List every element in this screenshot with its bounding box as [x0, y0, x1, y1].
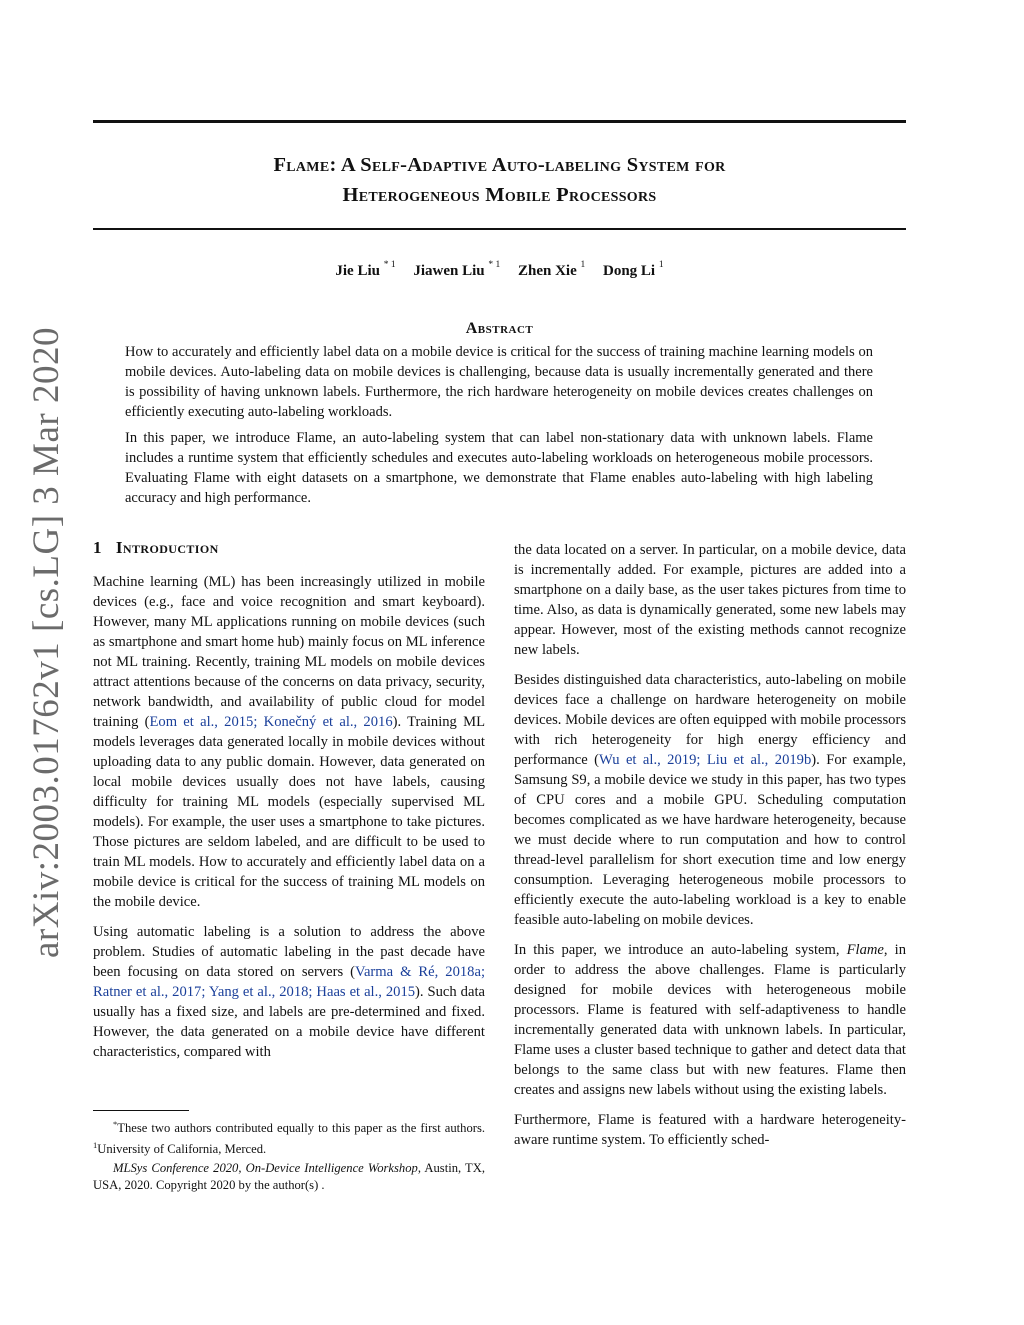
author-list	[93, 262, 906, 280]
intro-paragraph-4	[514, 670, 906, 930]
abstract-paragraph-2: In this paper, we introduce Flame, an auto-labeling system that can label non-stationary data with unknown labels. Flame includes a runtime system that efficiently schedules and executes auto-labeling workloads on heterogeneous mobile processors. Evaluating Flame with eight datasets on a smartphone, we demonstrate that Flame enables auto-labeling with high labeling accuracy and high performance.	[125, 430, 873, 506]
author-affiliation-mark: 1	[658, 260, 664, 270]
abstract-heading: Abstract	[465, 320, 534, 337]
footnote-text: These two authors contributed equally to this paper as the first authors.	[117, 1121, 485, 1136]
right-column	[514, 540, 906, 1160]
text-run: Using automatic labeling is a solution to address the above problem. Studies of automatic labeling in the past decade have been focusing on data stored on servers (	[93, 924, 485, 980]
citation-link[interactable]: Wu et al., 2019; Liu et al., 2019b	[599, 752, 812, 768]
venue-details: , Austin, TX, USA, 2020. Copyright 2020 by the author(s) .	[93, 1161, 485, 1193]
author	[335, 260, 396, 279]
arxiv-identifier: arXiv:2003.01762v1 [cs.LG] 3 Mar 2020	[26, 327, 67, 958]
author-name: Dong Li	[603, 263, 656, 279]
text-run: ). Training ML models leverages data generated locally in mobile devices without uploading data to any public domain. However, data generated on local mobile devices usually does not have labels, causing difficulty for training ML models (especially supervised ML models). For example, the user uses a smartphone to take pictures. Those pictures are seldom labeled, and are difficult to be used to train ML models. How to accurately and efficiently label data on a mobile device is critical for the success of training ML models on the mobile device.	[93, 714, 485, 910]
author-affiliation-mark: * 1	[488, 260, 501, 270]
abstract-body	[125, 342, 873, 514]
venue-name: MLSys Conference 2020, On-Device Intelligence Workshop	[113, 1161, 418, 1176]
footnote-authors	[93, 1116, 485, 1158]
text-run: Machine learning (ML) has been increasingly utilized in mobile devices (e.g., face and voice recognition and smart keyboard). However, many ML applications running on mobile devices (such as smartphone and smart home hub) mainly focus on ML inference not ML training. Recently, training ML models on mobile devices attract attentions because of the concerns on data privacy, security, network bandwidth, and availability of public cloud for model training (	[93, 574, 485, 730]
intro-paragraph-2	[93, 922, 485, 1062]
footnote	[93, 1116, 485, 1196]
title-line-2: Heterogeneous Mobile Processors	[342, 184, 657, 206]
citation-link[interactable]: Eom et al., 2015; Konečný et al., 2016	[149, 714, 393, 730]
author	[517, 260, 586, 279]
footnote-mark: 1	[93, 1140, 98, 1151]
author-affiliation-mark: 1	[580, 260, 586, 270]
title-top-rule	[93, 120, 906, 123]
footnote-affiliation: University of California, Merced.	[97, 1142, 267, 1157]
text-run: , in order to address the above challenges. Flame is particularly designed for mobile devices with heterogeneous mobile processors. Flame is featured with self-adaptiveness to handle incrementally generated data with unknown labels. In particular, Flame uses a cluster based technique to gather and detect data that belongs to the same class but with new features. Flame then creates and assigns new labels without using the existing labels.	[514, 942, 906, 1098]
text-run: ). Such data usually has a fixed size, and labels are pre-determined and fixed. However, the data generated on a mobile device have different characteristics, compared with	[93, 984, 485, 1060]
title-line-1: Flame: A Self-Adaptive Auto-labeling System for	[273, 154, 726, 176]
section-heading-introduction	[93, 538, 219, 558]
title-bottom-rule	[93, 228, 906, 230]
author-name: Zhen Xie	[517, 263, 577, 279]
paper-title	[93, 150, 906, 210]
system-name-emphasis: Flame	[846, 942, 884, 958]
author	[603, 260, 664, 279]
author-affiliation-mark: * 1	[383, 260, 396, 270]
citation-link[interactable]: Varma & Ré, 2018a; Ratner et al., 2017; Yang et al., 2018; Haas et al., 2015	[93, 964, 485, 1000]
abstract-paragraph-1: How to accurately and efficiently label data on a mobile device is critical for the success of training machine learning models on mobile devices. Auto-labeling data on mobile devices is challenging, because data is usually incrementally generated and there is possibility of having unknown labels. Furthermore, the rich hardware heterogeneity on mobile devices creates challenges on efficiently executing auto-labeling workloads.	[125, 344, 873, 420]
footnote-rule	[93, 1110, 189, 1111]
footnote-venue	[93, 1160, 485, 1194]
author-name: Jie Liu	[335, 263, 380, 279]
footnote-mark: *	[113, 1119, 118, 1129]
text-run: ). For example, Samsung S9, a mobile device we study in this paper, has two types of CPU cores and a mobile GPU. Scheduling computation becomes complicated as we have hardware heterogeneity, because we must decide where to run computation and how to control thread-level parallelism for short execution time and low energy consumption. Leveraging heterogeneous mobile processors to efficiently execute the auto-labeling workload is a key to enable feasible auto-labeling on mobile devices.	[514, 752, 906, 928]
intro-paragraph-5	[514, 940, 906, 1100]
text-run: In this paper, we introduce an auto-labeling system,	[514, 942, 847, 958]
author	[413, 260, 501, 279]
section-title: Introduction	[115, 538, 219, 557]
text-run: Besides distinguished data characteristics, auto-labeling on mobile devices face a challenge on hardware heterogeneity on mobile devices. Mobile devices are often equipped with mobile processors with rich heterogeneity for high energy efficiency and performance (	[514, 672, 906, 768]
section-number: 1	[93, 538, 102, 557]
left-column	[93, 572, 485, 1072]
intro-paragraph-3: the data located on a server. In particular, on a mobile device, data is incrementally added. For example, pictures are added into a smartphone on a daily base, as the user takes pictures from time to time. Also, as data is dynamically generated, some new labels may appear. However, most of the existing methods cannot recognize new labels.	[514, 542, 906, 658]
intro-paragraph-1	[93, 572, 485, 912]
author-name: Jiawen Liu	[413, 263, 485, 279]
intro-paragraph-6: Furthermore, Flame is featured with a hardware heterogeneity-aware runtime system. To efficiently sched-	[514, 1112, 906, 1148]
